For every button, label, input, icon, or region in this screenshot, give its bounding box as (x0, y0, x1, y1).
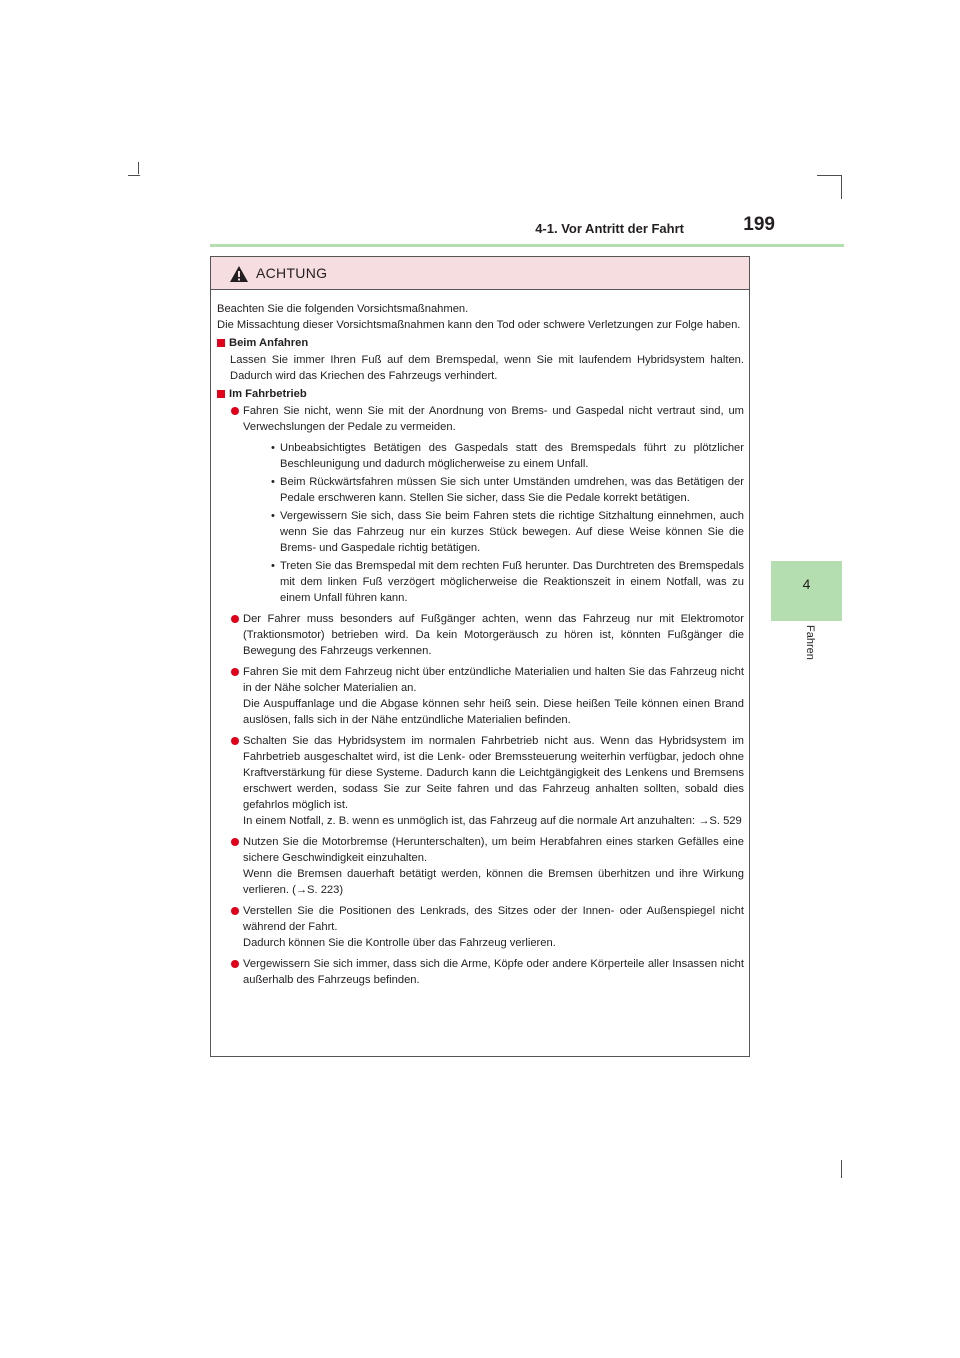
chapter-tab (771, 561, 842, 621)
list-item: Fahren Sie mit dem Fahrzeug nicht über entzündliche Materialien und halten Sie das Fahrzeug nicht in der Nähe solcher Materialien an. Die Auspuffanlage und die Abgase können sehr heiß sein. Diese heißen Teile können einen Brand auslösen, falls sich in der Nähe entzündliche Materialien befinden. (217, 664, 744, 728)
warning-box (210, 256, 750, 1057)
square-bullet-icon (217, 339, 225, 347)
list-item: Nutzen Sie die Motorbremse (Herunterschalten), um beim Herabfahren eines starken Gefälles eine sichere Geschwindigkeit einzuhalten. Wenn die Bremsen dauerhaft betätigt werden, können die Bremsen überhitzen und ihre Wirkung verlieren. (→S. 223) (217, 834, 744, 898)
warning-header (211, 257, 749, 290)
dot-icon: • (271, 442, 275, 454)
warning-body (217, 301, 744, 993)
crop-mark (841, 1160, 842, 1178)
crop-mark (138, 162, 139, 174)
section-text: Lassen Sie immer Ihren Fuß auf dem Bremspedal, wenn Sie mit laufendem Hybridsystem halten. Dadurch wird das Kriechen des Fahrzeugs verhindert. (230, 354, 744, 382)
square-bullet-icon (217, 390, 225, 398)
sub-list-item: • Unbeabsichtigtes Betätigen des Gaspedals statt des Bremspedals führt zu plötzlicher Beschleunigung und dadurch möglicherweise zu einem Unfall. (271, 442, 744, 470)
sub-list-item: • Beim Rückwärtsfahren müssen Sie sich unter Umständen umdrehen, was das Betätigen der Pedale erschweren kann. Stellen Sie sicher, dass Sie die Pedale korrekt betätigen. (271, 476, 744, 504)
round-bullet-icon (231, 615, 239, 623)
round-bullet-icon (231, 668, 239, 676)
page-number: 199 (743, 214, 775, 235)
dot-icon: • (271, 560, 275, 572)
section-header: 4-1. Vor Antritt der Fahrt (535, 221, 684, 236)
round-bullet-icon (231, 960, 239, 968)
crop-mark (841, 175, 842, 199)
warning-intro: Die Missachtung dieser Vorsichtsmaßnahmen kann den Tod oder schwere Verletzungen zur Folge haben. (217, 319, 741, 331)
header-rule (210, 244, 844, 247)
list-item: Der Fahrer muss besonders auf Fußgänger achten, wenn das Fahrzeug nur mit Elektromotor (Traktionsmotor) betrieben wird. Da kein Motorgeräusch zu hören ist, könnten Fußgänger die Bewegung des Fahrzeugs verkennen. (217, 611, 744, 659)
sub-list-item: • Treten Sie das Bremspedal mit dem rechten Fuß herunter. Das Durchtreten des Bremspedals mit dem linken Fuß verzögert möglicherweise die Reaktionszeit in einem Notfall, was zu einem Unfall führen kann. (271, 560, 744, 604)
list-item: Fahren Sie nicht, wenn Sie mit der Anordnung von Brems- und Gaspedal nicht vertraut sind, um Verwechslungen der Pedale zu vermeiden. • Unbeabsichtigtes Betätigen des Gaspedals statt des Bremspedals führt zu plötzlicher Beschleunigung und dadurch möglicherweise zu einem Unfall. • Beim Rückwärtsfahren müssen Sie sich unter Umständen umdrehen, was das Betätigen der Pedale erschweren kann. Stellen Sie sicher, dass Sie die Pedale korrekt betätigen. • Vergewissern Sie sich, dass Sie beim Fahren stets die richtige Sitzhaltung einnehmen, auch wenn Sie das Fahrzeug nur ein kurzes Stück bewegen. Auf diese Weise können Sie die Brems- und Gaspedale richtig betätigen. • Treten Sie das Bremspedal mit dem rechten Fuß herunter. Das Durchtreten des Bremspedals mit dem linken Fuß verzögert möglicherweise die Reaktionszeit in einem Notfall, was zu einem Unfall führen kann. (217, 403, 744, 606)
chapter-label-text: Fahren (804, 625, 816, 660)
section-title-anfahren: Beim Anfahren (217, 335, 744, 351)
list-item: Verstellen Sie die Positionen des Lenkrads, des Sitzes oder der Innen- oder Außenspiegel nicht während der Fahrt. Dadurch können Sie die Kontrolle über das Fahrzeug verlieren. (217, 903, 744, 951)
warning-triangle-icon (229, 265, 249, 283)
round-bullet-icon (231, 907, 239, 915)
chapter-label (802, 625, 818, 685)
round-bullet-icon (231, 737, 239, 745)
round-bullet-icon (231, 407, 239, 415)
list-item: Schalten Sie das Hybridsystem im normalen Fahrbetrieb nicht aus. Wenn das Hybridsystem im Fahrbetrieb ausgeschaltet wird, ist die Lenk- oder Bremssteuerung weiterhin verfügbar, jedoch ohne Kraftverstärkung für diese Systeme. Dadurch kann die Leichtgängigkeit des Lenkens und Bremsens erschwert werden, sodass Sie zur Seite fahren und das Fahrzeug anhalten sollten, sobald dies gefahrlos möglich ist. In einem Notfall, z. B. wenn es unmöglich ist, das Fahrzeug auf die normale Art anzuhalten: →S. 529 (217, 733, 744, 829)
chapter-number: 4 (802, 576, 811, 592)
sub-list-item: • Vergewissern Sie sich, dass Sie beim Fahren stets die richtige Sitzhaltung einnehmen, auch wenn Sie das Fahrzeug nur ein kurzes Stück bewegen. Auf diese Weise können Sie die Brems- und Gaspedale richtig betätigen. (271, 510, 744, 554)
crop-mark (128, 175, 140, 176)
dot-icon: • (271, 510, 275, 522)
section-title-fahrbetrieb: Im Fahrbetrieb (217, 386, 744, 402)
dot-icon: • (271, 476, 275, 488)
crop-mark (817, 175, 842, 176)
warning-title: ACHTUNG (256, 265, 328, 281)
warning-intro: Beachten Sie die folgenden Vorsichtsmaßnahmen. (217, 303, 469, 315)
list-item: Vergewissern Sie sich immer, dass sich die Arme, Köpfe oder andere Körperteile aller Insassen nicht außerhalb des Fahrzeugs befinden. (217, 956, 744, 988)
round-bullet-icon (231, 838, 239, 846)
